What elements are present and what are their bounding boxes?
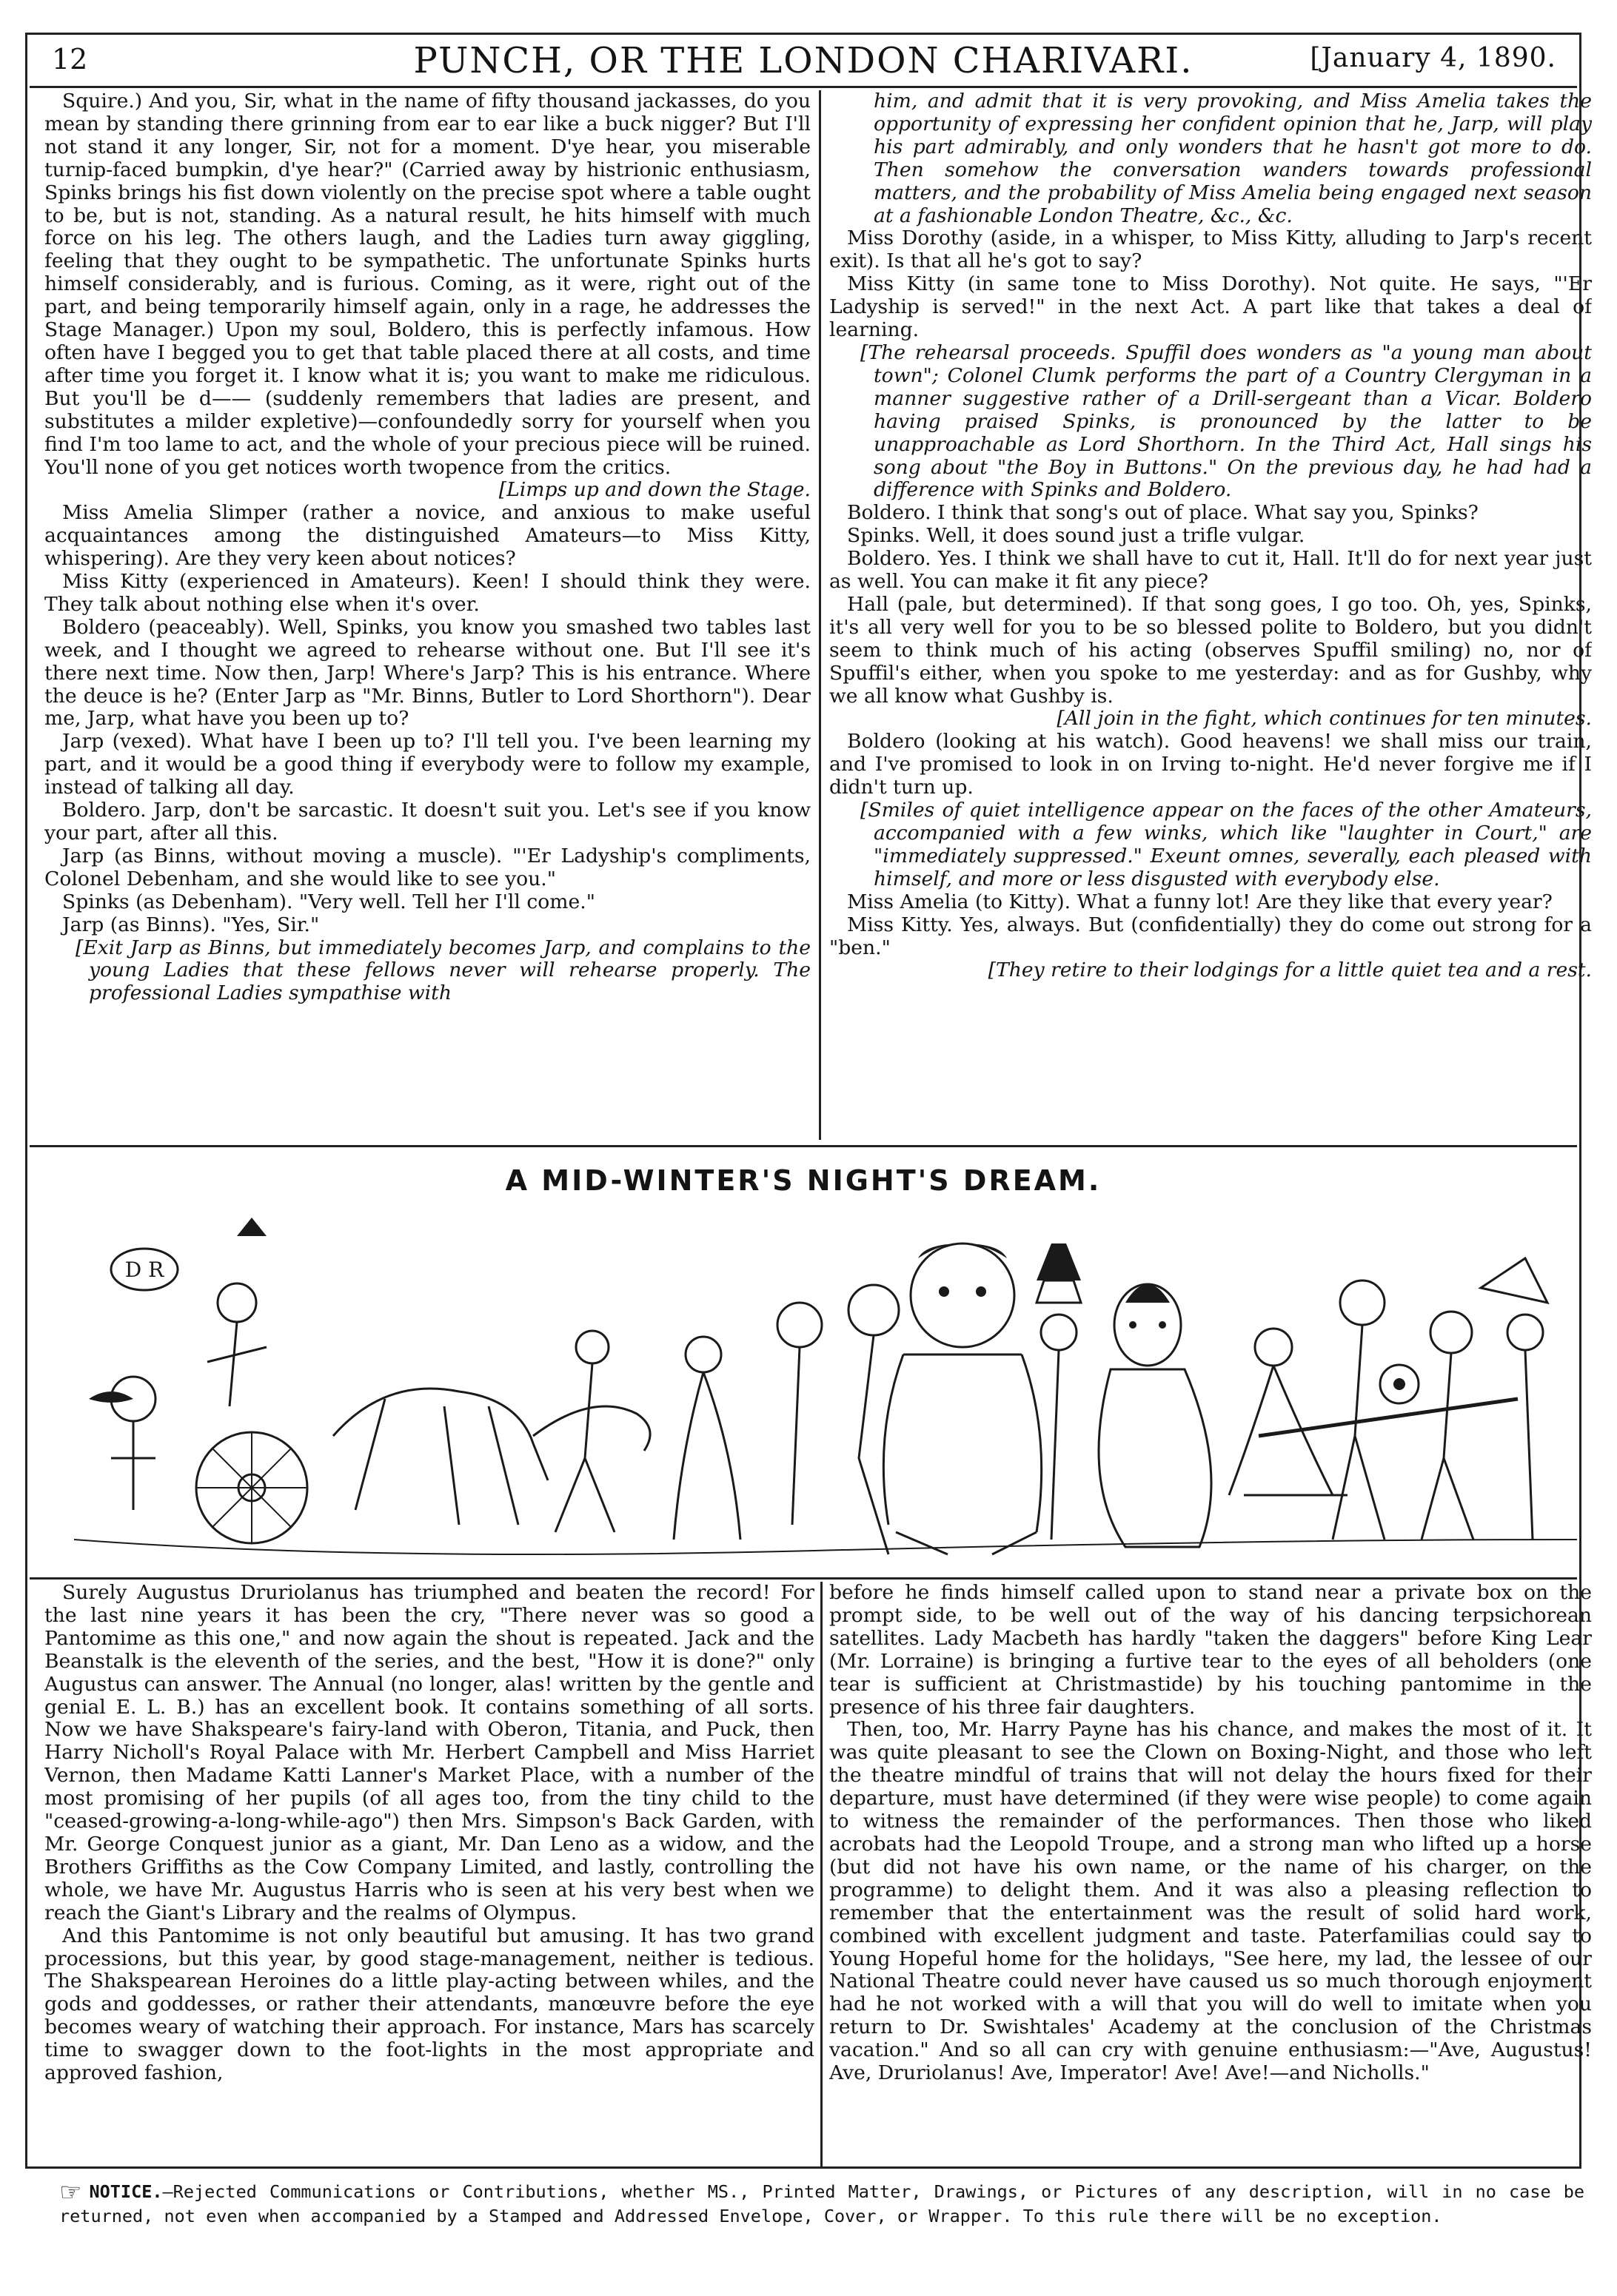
stage-direction: [Smiles of quiet intelligence appear on the faces of the other Amateurs, accompanied with a few winks, which like "laughter in Court," are "immediately suppressed." Exeunt omnes, severally, each pleased with himself, and more or less disgusted with everybody else. [860, 799, 1592, 890]
paragraph: Jarp (as Binns). "Yes, Sir." [62, 913, 320, 936]
column-top-left [44, 90, 811, 1134]
stage-direction: [The rehearsal proceeds. Spuffil does wonders as "a young man about town"; Colonel Clumk performs the part of a Country Clergyman in a manner suggestive rather of a Drill-sergeant than a Vicar. Boldero having praised Spinks, is pronounced by the latter to be unapproachable as Lord Shorthorn. In the Third Act, Hall sings his song about "the Boy in Buttons." On the previous day, he had had a difference with Spinks and Boldero. [860, 340, 1592, 502]
paragraph: Miss Dorothy (aside, in a whisper, to Miss Kitty, alluding to Jarp's recent exit). Is that all he's got to say? [829, 226, 1592, 273]
column-bottom-left [44, 1582, 814, 2159]
issue-date: [January 4, 1890. [1310, 43, 1556, 73]
paragraph: Boldero (looking at his watch). Good heavens! we shall miss our train, and I've promised to look in on Irving to-night. He'd never forgive me if I didn't turn up. [829, 730, 1592, 799]
paragraph: Squire.) And you, Sir, what in the name of fifty thousand jackasses, do you mean by standing there grinning from ear to ear like a buck nigger? But I'll not stand it any longer, Sir, not for a moment. D'ye hear, you miserable turnip-faced bumpkin, d'ye hear?" (Carried away by histrionic enthusiasm, Spinks brings his fist down violently on the precise spot where a table ought to be, but is not, standing. As a natural result, he hits himself with much force on his leg. The others laugh, and the Ladies turn away giggling, feeling that they ought to be sympathetic. The unfortunate Spinks hurts himself considerably, and is furious. Coming, as it were, right out of the part, and being temporarily himself again, only in a rage, he addresses the Stage Manager.) Upon my soul, Boldero, this is perfectly infamous. How often have I begged you to get that table placed there at all costs, and time after time you forget it. I know what it is; you want to make me ridiculous. But you'll be d—— (suddenly remembers that ladies are present, and substitutes a milder expletive)—confoundedly sorry for yourself when you find I'm too lame to act, and the whole of your precious piece will be ruined. You'll none of you get notices worth twopence from the critics. [44, 90, 811, 479]
paragraph: Jarp (vexed). What have I been up to? I'll tell you. I've been learning my part, and it would be a good thing if everybody were to follow my example, instead of talking all day. [44, 730, 811, 799]
cartoon-illustration [74, 1214, 1577, 1577]
notice-text: —Rejected Communications or Contributions, whether MS., Printed Matter, Drawings, or Pictures of any description, will in no case be returned, not even when accompanied by a Stamped and Addressed Envelope, Cover, or Wrapper. To this rule there will be no exception. [59, 2181, 1584, 2226]
paragraph: Miss Kitty (experienced in Amateurs). Keen! I should think they were. They talk about nothing else when it's over. [44, 570, 811, 616]
paragraph: Boldero. Jarp, don't be sarcastic. It doesn't suit you. Let's see if you know your part, after all this. [44, 799, 811, 845]
notice-label: NOTICE. [89, 2181, 163, 2202]
paragraph: Boldero. I think that song's out of place. What say you, Spinks? [847, 501, 1479, 525]
stage-direction: [All join in the fight, which continues for ten minutes. [1057, 707, 1592, 731]
stage-direction: [Limps up and down the Stage. [498, 478, 811, 502]
paragraph: Then, too, Mr. Harry Payne has his chance, and makes the most of it. It was quite pleasant to see the Clown on Boxing-Night, and those who left the theatre mindful of trains that will not delay the hours fixed for their departure, must have determined (if they were wise people) to come again to witness the remainder of the performances. Then those who liked acrobats had the Leopold Troupe, and a strong man who lifted up a horse (but did not have his own name, or the name of his charger, on the programme) to delight them. And it was also a pleasing reflection to remember that the entertainment was the result of solid hard work, combined with excellent judgment and taste. Paterfamilias could say to Young Hopeful home for the holidays, "See here, my lad, the lessee of our National Theatre could never have caused us so much thorough enjoyment had he not worked with a will that you will do well to imitate when you return to Dr. Swishtales' Academy at the conclusion of the Christmas vacation." And so all can cry with genuine enthusiasm:—"Ave, Augustus! Ave, Druriolanus! Ave, Imperator! Ave! Ave!—and Nicholls." [829, 1718, 1592, 2085]
paragraph: Spinks. Well, it does sound just a trifle vulgar. [847, 524, 1305, 548]
column-bottom-right [829, 1582, 1592, 2159]
paragraph: Miss Kitty. Yes, always. But (confidentially) they do come out strong for a "ben." [829, 913, 1592, 959]
section-rule [30, 1577, 1577, 1580]
paragraph: Boldero (peaceably). Well, Spinks, you know you smashed two tables last week, and I thought we agreed to rehearse without one. But I'll see it's there next time. Now then, Jarp! Where's Jarp? This is his entrance. Where the deuce is he? (Enter Jarp as "Mr. Binns, Butler to Lord Shorthorn"). Dear me, Jarp, what have you been up to? [44, 615, 811, 731]
stage-direction: him, and admit that it is very provoking, and Miss Amelia takes the opportunity of expressing her confident opinion that he, Jarp, will play his part admirably, and only wonders that he hasn't got more to do. Then somehow the conversation wanders towards professional matters, and the probability of Miss Amelia being engaged next season at a fashionable London Theatre, &c., &c. [874, 90, 1592, 227]
paragraph: Miss Amelia Slimper (rather a novice, and anxious to make useful acquaintances among the distinguished Amateurs—to Miss Kitty, whispering). Are they very keen about notices? [44, 501, 811, 571]
paragraph: Surely Augustus Druriolanus has triumphed and beaten the record! For the last nine years it has been the cry, "There never was so good a Pantomime as this one," and now again the shout is repeated. Jack and the Beanstalk is the eleventh of the series, and the best, "How it is done?" only Augustus can answer. The Annual (no longer, alas! written by the gentle and genial E. L. B.) has an excellent book. It contains something of all sorts. Now we have Shakspeare's fairy-land with Oberon, Titania, and Puck, then Harry Nicholl's Royal Palace with Mr. Herbert Campbell and Miss Harriet Vernon, then Madame Katti Lanner's Market Place, with a number of the most promising of her pupils (of all ages too, from the tiny child to the "ceased-growing-a-long-while-ago") then Mrs. Simpson's Back Garden, with Mr. George Conquest junior as a giant, Mr. Dan Leno as a widow, and the Brothers Griffiths as the Cow Company Limited, and lastly, controlling the whole, we have Mr. Augustus Harris who is seen at his very best when we reach the Giant's Library and the realms of Olympus. [44, 1582, 814, 1924]
paragraph: Hall (pale, but determined). If that song goes, I go too. Oh, yes, Spinks, it's all very well for you to be so blessed polite to Boldero, but you didn't seem to think much of his acting (observes Spuffil smiling) no, nor of Spuffil's either, when you spoke to me yesterday: and as for Gushby, why we all know what Gushby is. [829, 592, 1592, 708]
notice [59, 2180, 1584, 2228]
chariot-banner-text: D R [124, 1258, 164, 1282]
column-divider [820, 1582, 823, 2168]
paragraph: Miss Amelia (to Kitty). What a funny lot! Are they like that every year? [847, 890, 1553, 913]
paragraph: before he finds himself called upon to stand near a private box on the prompt side, to be well out of the way of his dancing terpsichorean satellites. Lady Macbeth has hardly "taken the daggers" before King Lear (Mr. Lorraine) is bringing a furtive tear to the eyes of all beholders (one tear is sufficient at Christmastide) by his touching pantomime in the presence of his three fair daughters. [829, 1582, 1592, 1719]
procession-engraving [74, 1214, 1577, 1577]
page-header [30, 37, 1577, 88]
stage-direction: [They retire to their lodgings for a little quiet tea and a rest. [988, 959, 1592, 982]
column-top-right [829, 90, 1592, 1134]
stage-direction: [Exit Jarp as Binns, but immediately becomes Jarp, and complains to the young Ladies that these fellows never will rehearse properly. The professional Ladies sympathise with [76, 936, 811, 1005]
cartoon-title: A MID-WINTER'S NIGHT'S DREAM. [505, 1164, 1102, 1197]
paragraph: Boldero. Yes. I think we shall have to cut it, Hall. It'll do for next year just as well. You can make it fit any piece? [829, 547, 1592, 594]
masthead-title: PUNCH, OR THE LONDON CHARIVARI. [413, 40, 1194, 81]
paragraph: Jarp (as Binns, without moving a muscle). "'Er Ladyship's compliments, Colonel Debenham, and she would like to see you." [44, 844, 811, 890]
paragraph: And this Pantomime is not only beautiful but amusing. It has two grand processions, but this year, by good stage-management, neither is tedious. The Shakspearean Heroines do a little play-acting between whiles, and the gods and goddesses, or rather their attendants, manœuvre before the eye becomes weary of watching their approach. For instance, Mars has scarcely time to swagger down to the foot-lights in the most appropriate and approved fashion, [44, 1924, 814, 2085]
page-number: 12 [52, 43, 88, 75]
paragraph: Miss Kitty (in same tone to Miss Dorothy). Not quite. He says, "'Er Ladyship is served!" in the next Act. A part like that takes a deal of learning. [829, 272, 1592, 342]
column-divider [819, 90, 821, 1140]
pointing-hand-icon: ☞ [59, 2178, 82, 2207]
paragraph: Spinks (as Debenham). "Very well. Tell her I'll come." [62, 890, 595, 913]
section-rule [30, 1145, 1577, 1147]
